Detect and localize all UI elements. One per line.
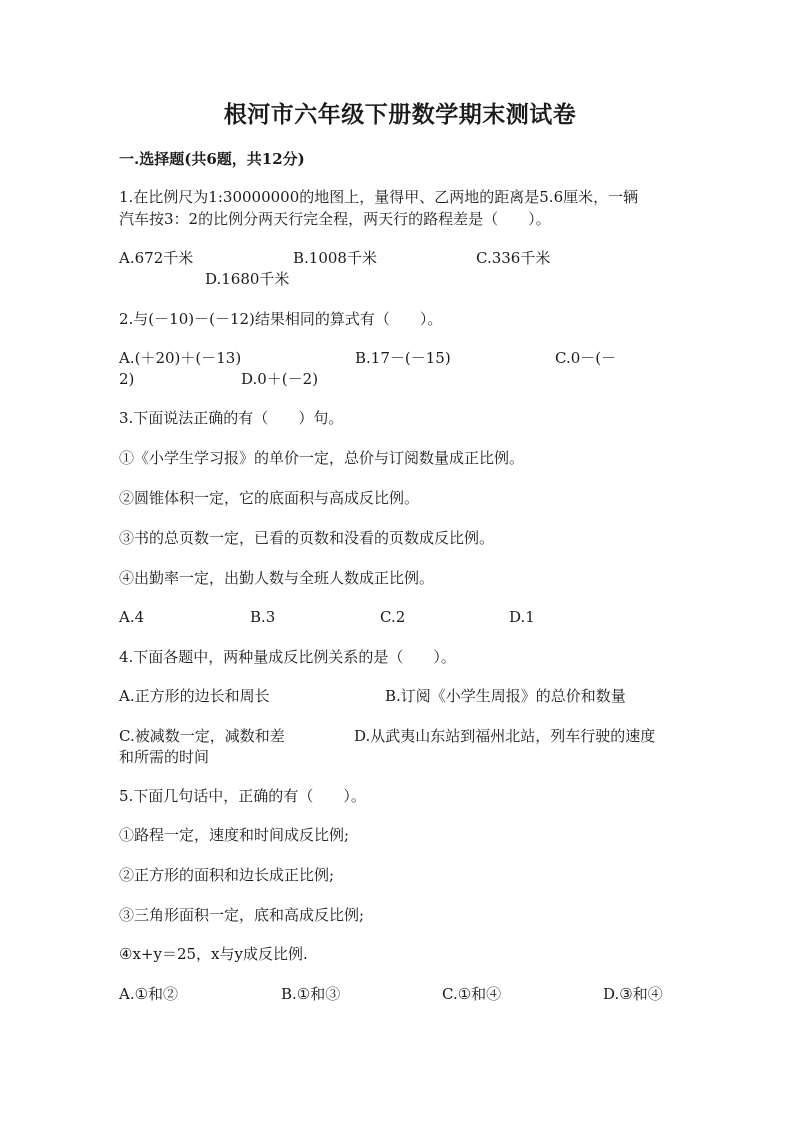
q5-option-a: A.①和② (119, 985, 179, 1003)
q5-statement-3: ③三角形面积一定，底和高成反比例; (119, 906, 365, 924)
q3-statement-3: ③书的总页数一定，已看的页数和没看的页数成反比例。 (119, 529, 495, 547)
q4-option-d-continued: 和所需的时间 (119, 748, 210, 766)
q3-statement-2: ②圆锥体积一定，它的底面积与高成反比例。 (119, 489, 420, 507)
q1-option-b: B.1008千米 (293, 249, 377, 267)
q1-option-c: C.336千米 (476, 249, 551, 267)
q3-stem: 3.下面说法正确的有（ ）句。 (119, 409, 344, 427)
q3-option-b: B.3 (250, 608, 276, 626)
q2-option-c: C.0－(－ (555, 349, 617, 367)
q5-option-d: D.③和④ (603, 985, 663, 1003)
q4-stem: 4.下面各题中，两种量成反比例关系的是（ ）。 (119, 648, 456, 666)
q3-option-d: D.1 (509, 608, 535, 626)
q2-option-a: A.(＋20)＋(－13) (119, 349, 242, 367)
page-title: 根河市六年级下册数学期末测试卷 (223, 101, 577, 128)
q3-option-c: C.2 (380, 608, 406, 626)
section-heading: 一.选择题(共6题，共12分) (119, 150, 305, 168)
q5-statement-4: ④x+y＝25，x与y成反比例. (119, 945, 308, 963)
q4-option-b: B.订阅《小学生周报》的总价和数量 (385, 687, 626, 705)
q4-option-c: C.被减数一定，减数和差 (119, 727, 285, 745)
q5-statement-2: ②正方形的面积和边长成正比例; (119, 866, 335, 884)
q1-stem-line-2: 汽车按3：2的比例分两天行完全程，两天行的路程差是（ ）。 (119, 210, 551, 228)
q2-stem: 2.与(－10)－(－12)结果相同的算式有（ ）。 (119, 310, 443, 328)
q3-statement-1: ①《小学生学习报》的单价一定，总价与订阅数量成正比例。 (119, 449, 525, 467)
q2-option-c-continued: 2) (119, 370, 135, 388)
q2-option-b: B.17－(－15) (355, 349, 451, 367)
q5-stem: 5.下面几句话中，正确的有（ ）。 (119, 787, 366, 805)
q1-stem-line-1: 1.在比例尺为1:30000000的地图上，量得甲、乙两地的距离是5.6厘米，一辆 (119, 188, 639, 206)
q3-option-a: A.4 (119, 608, 145, 626)
q1-option-d: D.1680千米 (205, 270, 290, 288)
q1-option-a: A.672千米 (119, 249, 194, 267)
q3-statement-4: ④出勤率一定，出勤人数与全班人数成正比例。 (119, 569, 435, 587)
q5-option-c: C.①和④ (442, 985, 502, 1003)
q5-statement-1: ①路程一定，速度和时间成反比例; (119, 826, 350, 844)
q5-option-b: B.①和③ (281, 985, 341, 1003)
q2-option-d: D.0＋(－2) (241, 370, 319, 388)
q4-option-a: A.正方形的边长和周长 (119, 687, 270, 705)
q4-option-d: D.从武夷山东站到福州北站，列车行驶的速度 (354, 727, 656, 745)
